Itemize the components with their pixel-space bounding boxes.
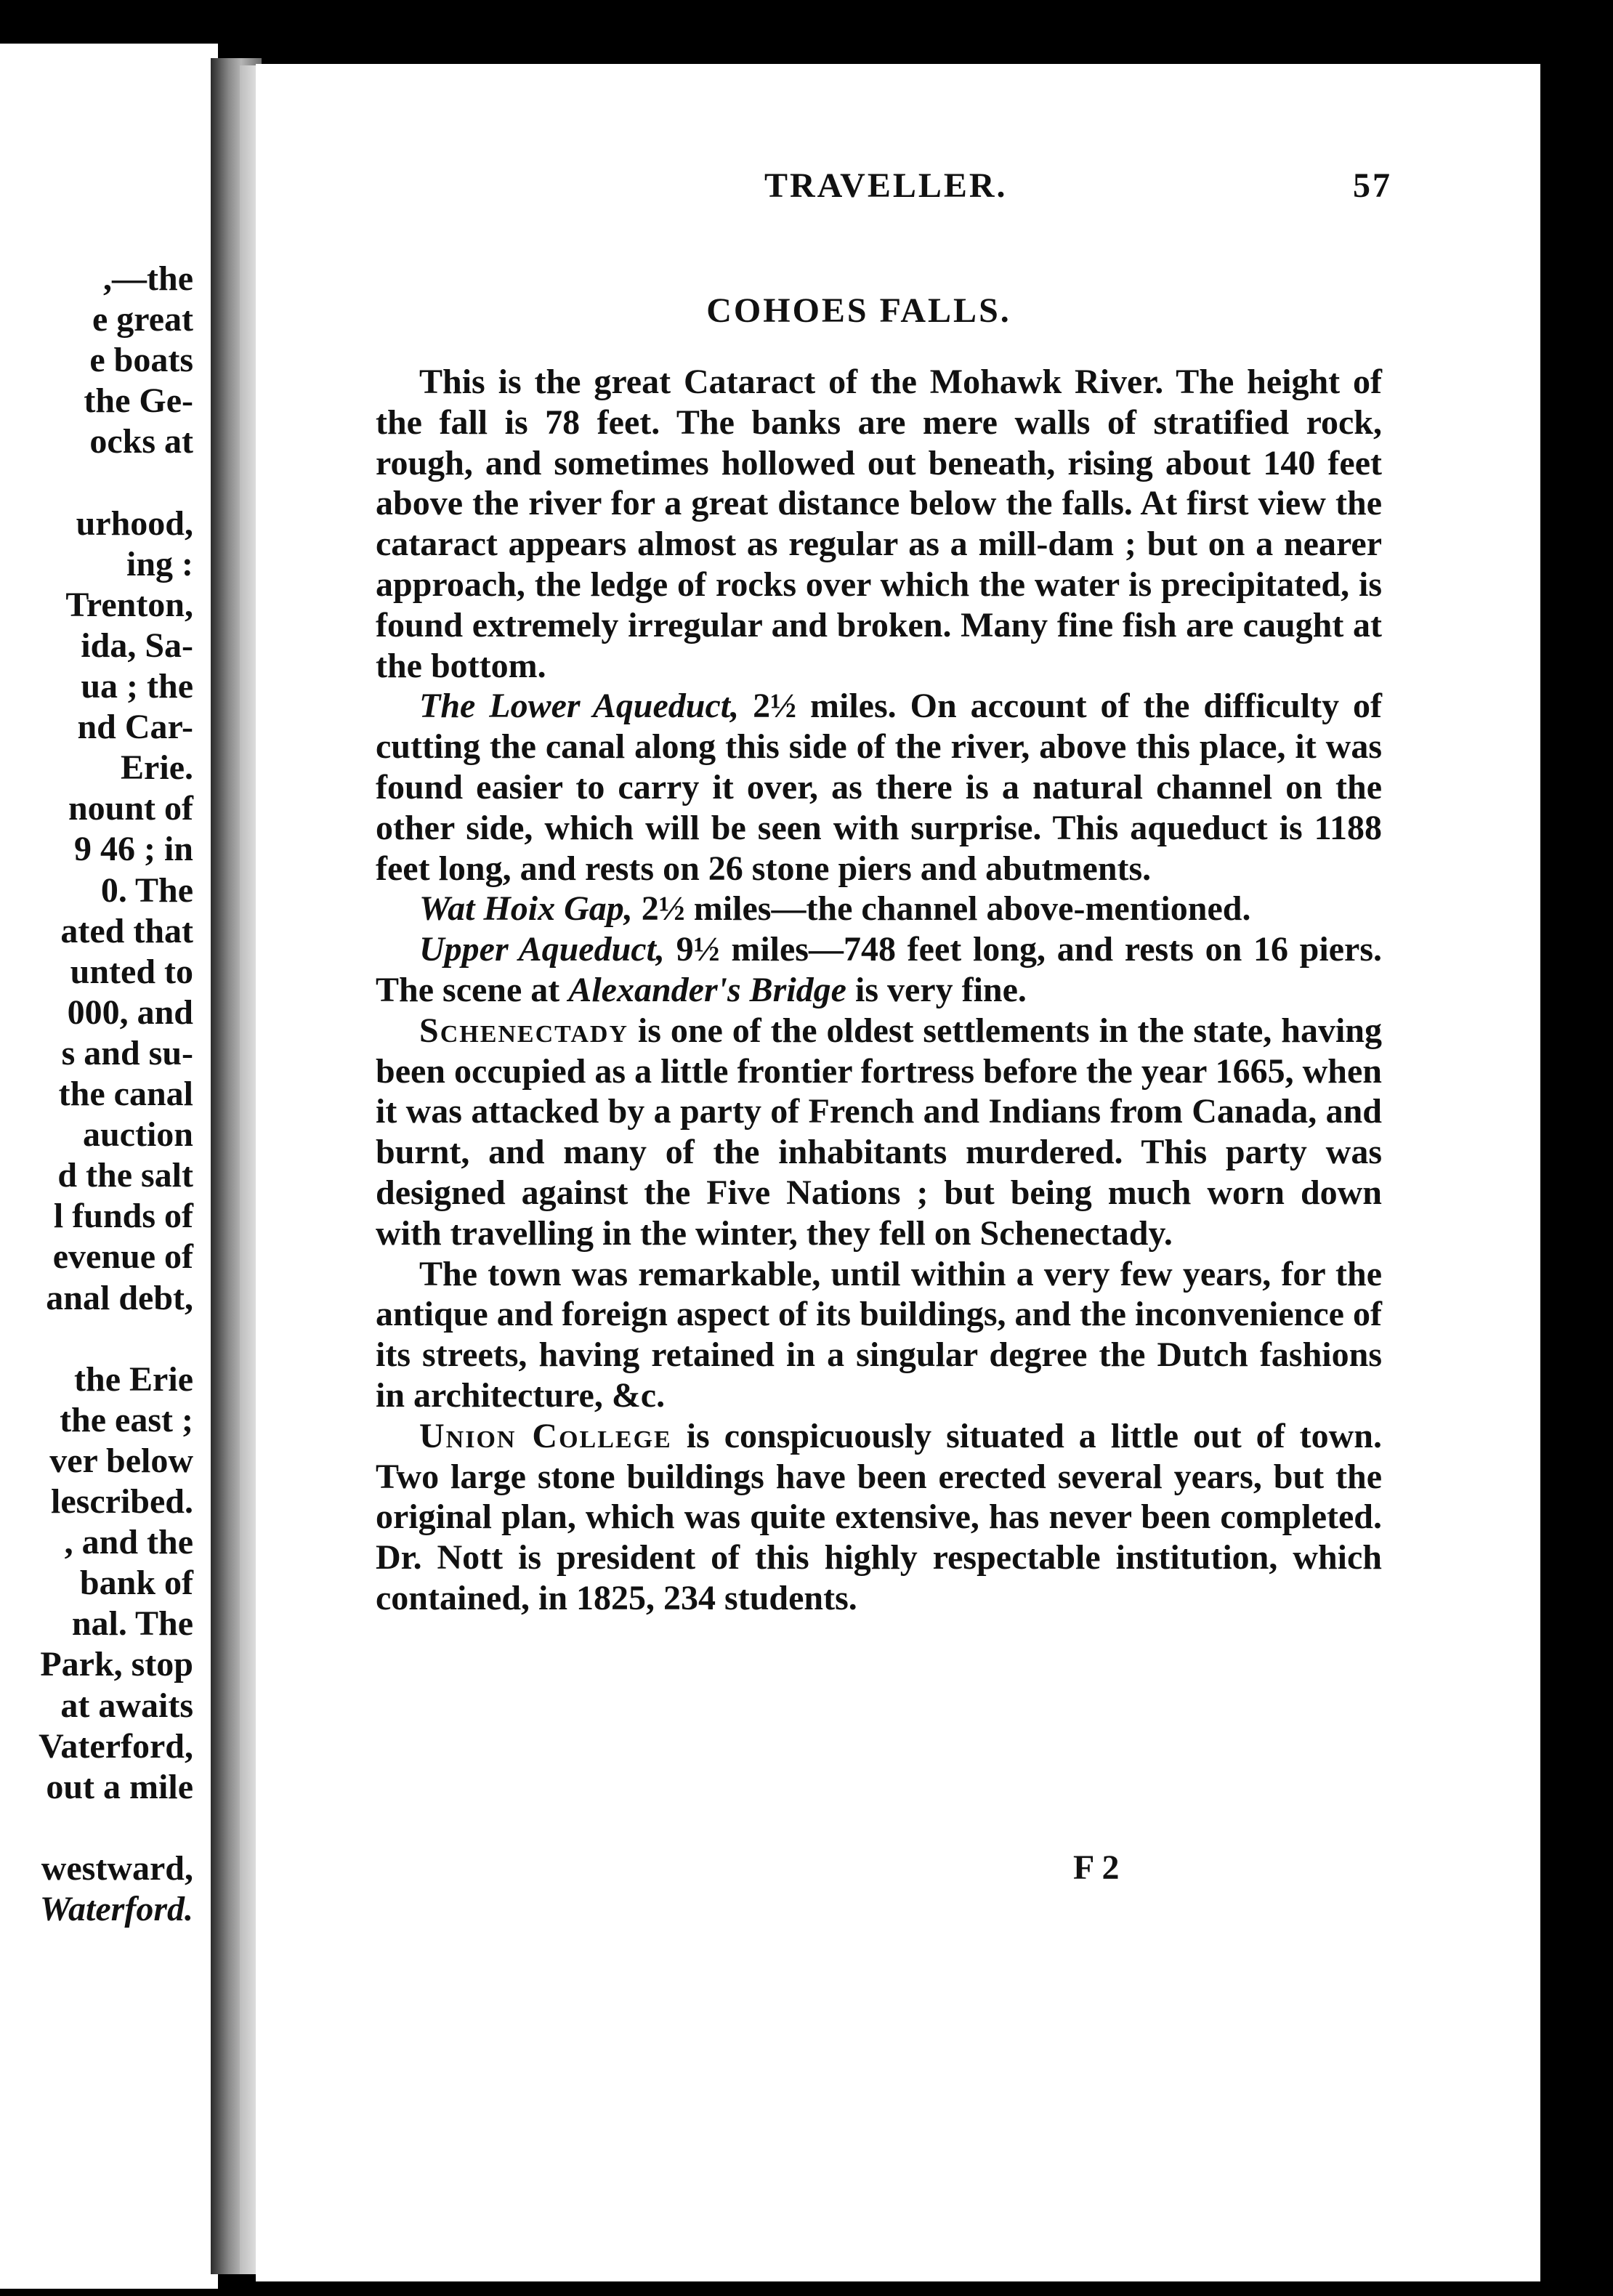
place-name: Wat Hoix Gap,	[419, 889, 633, 929]
left-page-line: Vaterford,	[39, 1726, 193, 1766]
place-name: Schenectady	[419, 1011, 628, 1050]
right-page	[256, 64, 1540, 2281]
left-page-line: anal debt,	[46, 1278, 193, 1317]
left-page-line: Park, stop	[40, 1645, 193, 1684]
place-name: Upper Aqueduct,	[419, 930, 665, 969]
left-page-line: evenue of	[52, 1237, 193, 1277]
left-page-line: the Erie	[74, 1359, 193, 1399]
left-page-line: , and the	[64, 1523, 193, 1562]
left-page-line: at awaits	[60, 1686, 193, 1725]
left-page-line: westward,	[41, 1848, 193, 1888]
left-page-line: ocks at	[89, 422, 193, 461]
paragraph-text: 2½ miles—the channel above-mentioned.	[632, 889, 1251, 929]
left-page-line: urhood,	[76, 504, 193, 543]
left-page-line: Trenton,	[65, 585, 193, 624]
paragraph-text: is conspicuously situated a little out of town. Two large stone buildings have been erected several years, but the original plan, which was quite extensive, has never been completed. Dr. Nott is president of this highly respectable institution, which contained, in 1825, 234 students.	[376, 1416, 1382, 1617]
section-heading: COHOES FALLS.	[706, 291, 1011, 330]
left-page-line: 9 46 ; in	[73, 830, 193, 869]
left-page-line: unted to	[70, 952, 193, 991]
page-number: 57	[1353, 166, 1392, 205]
left-page-line: 000, and	[67, 993, 193, 1032]
left-page-line: nount of	[68, 789, 193, 828]
paragraph-text: is very fine.	[846, 970, 1027, 1009]
paragraph-text: is one of the oldest settlements in the state, having been occupied as a little frontier fortress before the year 1665, when it was attacked by a party of French and Indians from Canada, and burnt, and many of the inhabitants murdered. This party was designed against the Five Nations ; but being much worn down with travelling in the winter, they fell on Schenectady.	[376, 1011, 1382, 1253]
left-page-line: ua ; the	[81, 667, 193, 706]
left-page-line: e boats	[89, 341, 193, 380]
left-page-line: Waterford.	[39, 1890, 193, 1928]
paragraph-schenectady	[376, 1011, 1382, 1254]
paragraph-text: 9½ miles—748 feet long, and rests on 16 piers. The scene at	[376, 930, 1382, 1009]
signature-mark: F 2	[1073, 1848, 1120, 1887]
left-page-line: nd Car-	[77, 708, 193, 747]
left-page-line: bank of	[79, 1564, 193, 1603]
left-page-line: auction	[82, 1115, 193, 1155]
left-page-line: the Ge-	[84, 381, 193, 421]
paragraph-wat-hoix-gap	[376, 889, 1382, 929]
paragraph-cohoes: This is the great Cataract of the Mohawk River. The height of the fall is 78 feet. The banks are mere walls of stratified rock, rough, and sometimes hollowed out beneath, rising about 140 feet above the river for a great distance below the falls. At first view the cataract appears almost as regular as a mill-dam ; but on a nearer approach, the ledge of rocks over which the water is precipitated, is found extremely irregular and broken. Many fine fish are caught at the bottom.	[376, 363, 1382, 685]
paragraph-text: 2½ miles. On account of the difficulty of cutting the canal along this side of the river, above this place, it was found easier to carry it over, as there is a natural channel on the other side, which will be seen with surprise. This aqueduct is 1188 feet long, and rests on 26 stone piers and abutments.	[376, 687, 1383, 888]
paragraph-upper-aqueduct	[376, 929, 1382, 1011]
left-page-line: s and su-	[61, 1033, 193, 1072]
running-head-title: TRAVELLER.	[764, 166, 1008, 205]
paragraph-lower-aqueduct	[376, 686, 1382, 889]
paragraph-town: The town was remarkable, until within a very few years, for the antique and foreign aspect of its buildings, and the inconvenience of its streets, having retained in a singular degree the Dutch fashions in architecture, &c.	[376, 1254, 1382, 1415]
left-page-line: nal. The	[71, 1604, 193, 1644]
place-name: Alexander's Bridge	[568, 970, 846, 1009]
left-page-line: ,—the	[103, 259, 193, 298]
place-name: Union College	[419, 1416, 672, 1455]
left-page-fragment	[0, 44, 218, 2289]
body-text	[376, 362, 1382, 1619]
left-page-line: ida, Sa-	[81, 626, 193, 665]
left-page-line: Erie.	[121, 748, 193, 788]
left-page-line: ing :	[126, 544, 193, 583]
left-page-line: lescribed.	[51, 1482, 193, 1521]
left-page-line: ated that	[60, 911, 193, 950]
left-page-line: l funds of	[53, 1197, 193, 1236]
left-page-line: the east ;	[60, 1400, 193, 1439]
paragraph-union-college	[376, 1416, 1382, 1619]
left-page-line: d the salt	[57, 1156, 193, 1195]
left-page-line: the canal	[58, 1075, 193, 1113]
left-page-line: 0. The	[100, 870, 193, 910]
place-name: The Lower Aqueduct,	[419, 687, 740, 726]
left-page-line: ver below	[49, 1441, 193, 1480]
left-page-line: out a mile	[46, 1767, 193, 1806]
left-page-line: e great	[92, 300, 193, 339]
